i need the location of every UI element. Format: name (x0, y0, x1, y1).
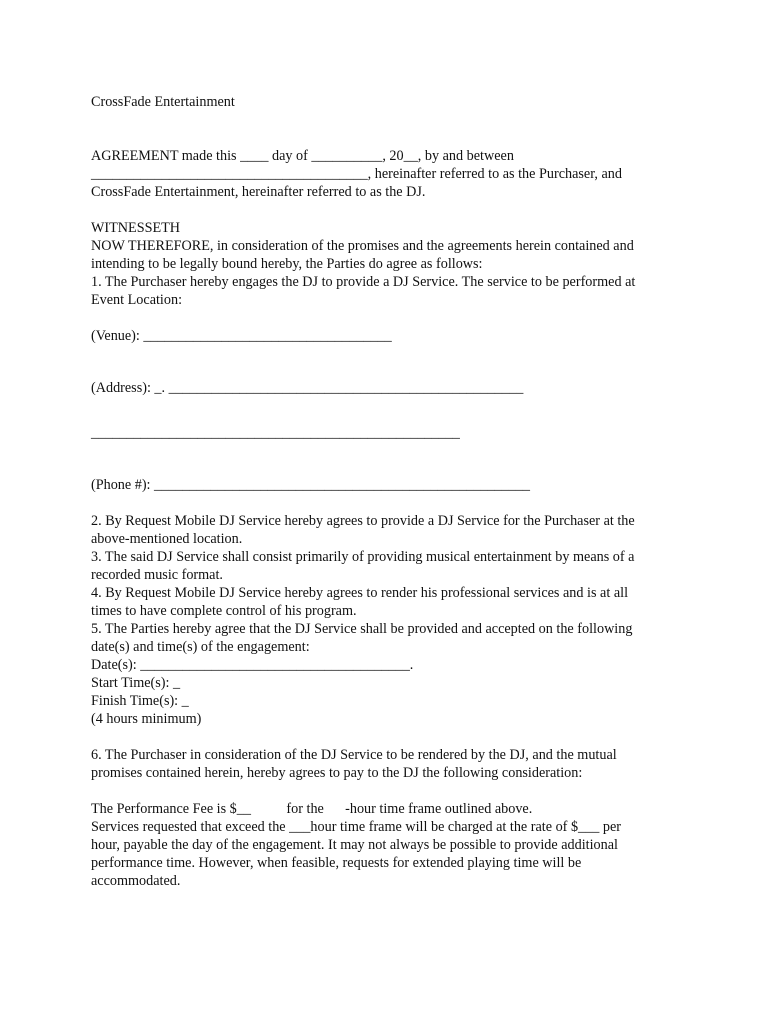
phone-field: (Phone #): _____________________________________________________ (91, 477, 531, 493)
intro-line: AGREEMENT made this ____ day of __________, 20__, by and between (91, 148, 514, 164)
recitals-paragraph (91, 219, 691, 309)
consideration-line: 6. The Purchaser in consideration of the DJ Service to be rendered by the DJ, and the mutual (91, 747, 617, 763)
consideration-line: promises contained herein, hereby agrees to pay to the DJ the following consideration: (91, 765, 583, 781)
spacer (91, 442, 691, 476)
terms-section (91, 512, 691, 728)
spacer (91, 728, 691, 746)
term-line: 4. By Request Mobile DJ Service hereby agrees to render his professional services and is at all (91, 585, 629, 601)
spacer (91, 309, 691, 327)
dates-field: Date(s): ______________________________________. (91, 657, 414, 673)
address-field-line2: ____________________________________________________ (91, 425, 460, 441)
spacer (91, 111, 691, 147)
fee-line: Services requested that exceed the ___hour time frame will be charged at the rate of $___ per (91, 819, 621, 835)
intro-line: _______________________________________, hereinafter referred to as the Purchaser, and (91, 166, 622, 182)
term-line: date(s) and time(s) of the engagement: (91, 639, 310, 655)
spacer (91, 397, 691, 424)
intro-paragraph (91, 147, 691, 201)
spacer (91, 201, 691, 219)
document-page (91, 93, 691, 890)
consideration-paragraph (91, 746, 691, 782)
venue-field: (Venue): ___________________________________ (91, 328, 392, 344)
spacer (91, 345, 691, 379)
recital-line: WITNESSETH (91, 220, 181, 236)
recital-line: Event Location: (91, 292, 183, 308)
intro-line: CrossFade Entertainment, hereinafter referred to as the DJ. (91, 184, 426, 200)
recital-line: 1. The Purchaser hereby engages the DJ to provide a DJ Service. The service to be performed at (91, 274, 636, 290)
recital-line: intending to be legally bound hereby, the Parties do agree as follows: (91, 256, 483, 272)
term-line: 3. The said DJ Service shall consist primarily of providing musical entertainment by means of a (91, 549, 635, 565)
term-line: 2. By Request Mobile DJ Service hereby agrees to provide a DJ Service for the Purchaser at the (91, 513, 635, 529)
address-field: (Address): _. __________________________________________________ (91, 380, 524, 396)
spacer (91, 494, 691, 512)
finish-time-field: Finish Time(s): _ (91, 693, 189, 709)
fee-line: performance time. However, when feasible, requests for extended playing time will be (91, 855, 582, 871)
company-header: CrossFade Entertainment (91, 94, 235, 110)
fee-line: accommodated. (91, 873, 181, 889)
fee-paragraph (91, 800, 691, 890)
minimum-hours-note: (4 hours minimum) (91, 711, 202, 727)
fee-line: hour, payable the day of the engagement. It may not always be possible to provide additional (91, 837, 618, 853)
term-line: recorded music format. (91, 567, 223, 583)
term-line: times to have complete control of his program. (91, 603, 357, 619)
term-line: above-mentioned location. (91, 531, 243, 547)
fee-line: The Performance Fee is $__ for the -hour time frame outlined above. (91, 801, 533, 817)
start-time-field: Start Time(s): _ (91, 675, 181, 691)
spacer (91, 782, 691, 800)
recital-line: NOW THEREFORE, in consideration of the promises and the agreements herein contained and (91, 238, 634, 254)
term-line: 5. The Parties hereby agree that the DJ Service shall be provided and accepted on the following (91, 621, 633, 637)
